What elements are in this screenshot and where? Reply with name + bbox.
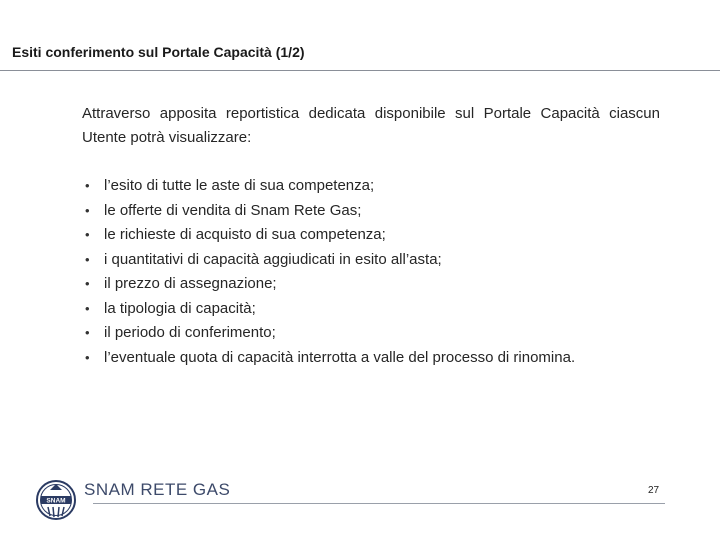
- list-item-text: le offerte di vendita di Snam Rete Gas;: [104, 201, 362, 219]
- footer-divider: [93, 503, 665, 504]
- brand-name: SNAM RETE GAS: [84, 480, 231, 499]
- bullet-icon: •: [85, 300, 90, 316]
- snam-logo-icon: [36, 480, 76, 520]
- list-item: [82, 346, 682, 371]
- bullet-icon: •: [85, 227, 90, 242]
- list-item: [82, 174, 682, 199]
- logo-text: SNAM: [46, 497, 66, 505]
- bullet-icon: •: [85, 202, 90, 218]
- intro-paragraph: Attraverso apposita reportistica dedicata disponibile sul Portale Capacità ciascun Utente potrà visualizzare:: [82, 105, 660, 146]
- list-item: [82, 272, 682, 297]
- page-number: 27: [648, 485, 660, 496]
- list-item-text: le richieste di acquisto di sua competenza;: [104, 226, 386, 243]
- bullet-list: [82, 174, 682, 370]
- list-item-text: il prezzo di assegnazione;: [104, 275, 277, 292]
- bullet-icon: •: [85, 251, 90, 267]
- bullet-icon: •: [85, 325, 90, 340]
- slide-title: Esiti conferimento sul Portale Capacità (1/2): [12, 44, 305, 60]
- list-item-text: la tipologia di capacità;: [104, 299, 256, 317]
- list-item-text: i quantitativi di capacità aggiudicati in esito all’asta;: [104, 250, 442, 268]
- list-item: [82, 321, 682, 346]
- list-item-text: l’eventuale quota di capacità interrotta a valle del processo di rinomina.: [104, 348, 576, 366]
- list-item: [82, 297, 682, 322]
- bullet-icon: •: [85, 276, 90, 291]
- bullet-icon: •: [85, 178, 90, 193]
- list-item: [82, 248, 682, 273]
- list-item-text: il periodo di conferimento;: [104, 324, 276, 341]
- list-item: [82, 199, 682, 224]
- list-item-text: l’esito di tutte le aste di sua competenza;: [104, 177, 375, 194]
- bullet-icon: •: [85, 349, 90, 365]
- list-item: [82, 223, 682, 248]
- header-divider: [0, 70, 720, 71]
